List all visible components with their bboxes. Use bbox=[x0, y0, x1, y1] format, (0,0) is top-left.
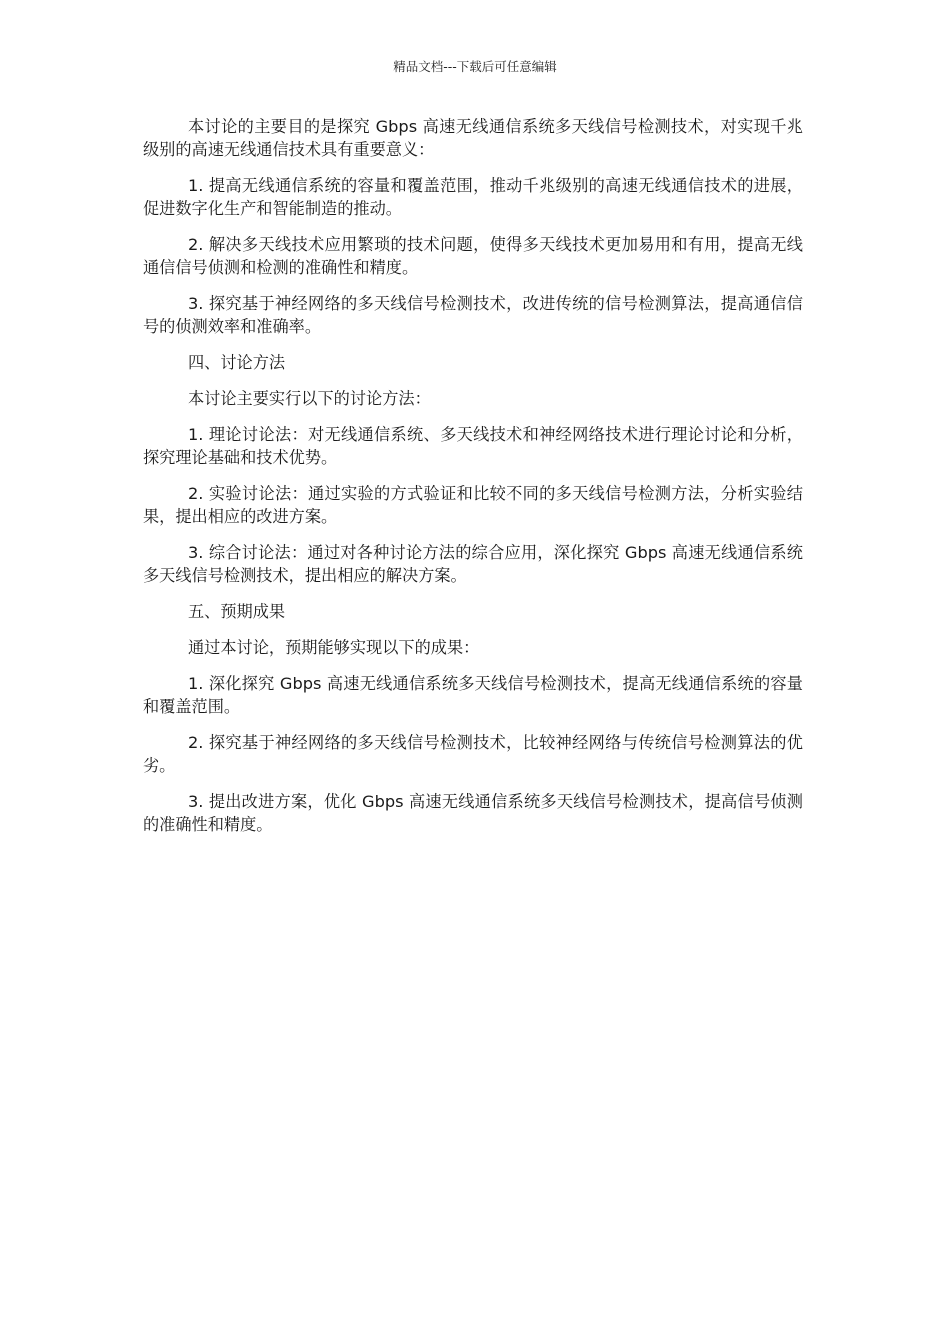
paragraph-methods-intro: 本讨论主要实行以下的讨论方法： bbox=[188, 389, 431, 408]
section-heading-methods: 四、讨论方法 bbox=[188, 353, 286, 372]
list-item: 3. 综合讨论法：通过对各种讨论方法的综合应用，深化探究 Gbps 高速无线通信系统多天线信号检测技术，提出相应的解决方案。 bbox=[143, 543, 803, 585]
list-item: 2. 解决多天线技术应用繁琐的技术问题，使得多天线技术更加易用和有用，提高无线通信信号侦测和检测的准确性和精度。 bbox=[143, 235, 803, 277]
list-item: 3. 提出改进方案，优化 Gbps 高速无线通信系统多天线信号检测技术，提高信号侦测的准确性和精度。 bbox=[143, 792, 803, 834]
paragraph-outcomes-intro: 通过本讨论，预期能够实现以下的成果： bbox=[188, 638, 480, 657]
section-heading-outcomes: 五、预期成果 bbox=[188, 602, 286, 621]
list-item: 3. 探究基于神经网络的多天线信号检测技术，改进传统的信号检测算法，提高通信信号的侦测效率和准确率。 bbox=[143, 294, 803, 336]
list-item: 1. 深化探究 Gbps 高速无线通信系统多天线信号检测技术，提高无线通信系统的容量和覆盖范围。 bbox=[143, 674, 803, 716]
paragraph-intro: 本讨论的主要目的是探究 Gbps 高速无线通信系统多天线信号检测技术，对实现千兆级别的高速无线通信技术具有重要意义： bbox=[143, 117, 803, 159]
list-item: 1. 提高无线通信系统的容量和覆盖范围，推动千兆级别的高速无线通信技术的进展，促进数字化生产和智能制造的推动。 bbox=[143, 176, 803, 218]
list-item: 2. 实验讨论法：通过实验的方式验证和比较不同的多天线信号检测方法，分析实验结果，提出相应的改进方案。 bbox=[143, 484, 803, 526]
document-body bbox=[143, 115, 803, 849]
page-header: 精品文档---下载后可任意编辑 bbox=[393, 59, 557, 74]
list-item: 1. 理论讨论法：对无线通信系统、多天线技术和神经网络技术进行理论讨论和分析，探究理论基础和技术优势。 bbox=[143, 425, 803, 467]
list-item: 2. 探究基于神经网络的多天线信号检测技术，比较神经网络与传统信号检测算法的优劣。 bbox=[143, 733, 803, 775]
